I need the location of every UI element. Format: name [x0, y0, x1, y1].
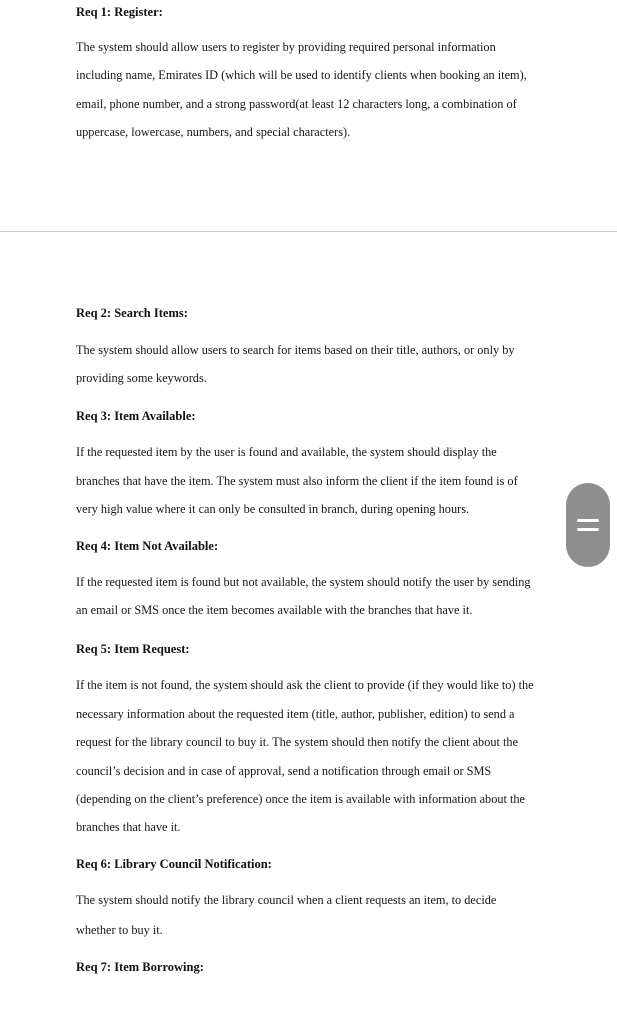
scroll-drag-handle[interactable] [566, 483, 610, 567]
req-4-line-1: If the requested item is found but not available, the system should notify the user by sending [76, 575, 531, 589]
req-4-heading: Req 4: Item Not Available: [76, 539, 219, 553]
req-3-heading: Req 3: Item Available: [76, 409, 196, 423]
req-2-line-2: providing some keywords. [76, 371, 207, 385]
req-5-heading: Req 5: Item Request: [76, 642, 190, 656]
req-4-line-2: an email or SMS once the item becomes available with the branches that have it. [76, 603, 473, 617]
drag-handle-icon [577, 519, 599, 522]
req-2-heading: Req 2: Search Items: [76, 306, 188, 320]
req-1-line-4: uppercase, lowercase, numbers, and special characters). [76, 125, 351, 139]
req-5-line-3: request for the library council to buy it. The system should then notify the client about the [76, 735, 519, 749]
page-divider [0, 231, 617, 232]
req-7-heading: Req 7: Item Borrowing: [76, 960, 204, 974]
req-6-line-1: The system should notify the library council when a client requests an item, to decide [76, 893, 497, 907]
req-1-line-2: including name, Emirates ID (which will be used to identify clients when booking an item), [76, 68, 527, 82]
req-1-heading: Req 1: Register: [76, 5, 163, 19]
req-3-line-1: If the requested item by the user is found and available, the system should display the [76, 445, 497, 459]
req-2-line-1: The system should allow users to search for items based on their title, authors, or only by [76, 343, 515, 357]
req-5-line-1: If the item is not found, the system should ask the client to provide (if they would like to) the [76, 678, 534, 692]
req-5-line-5: (depending on the client’s preference) once the item is available with information about the [76, 792, 526, 806]
req-3-line-2: branches that have the item. The system must also inform the client if the item found is of [76, 474, 518, 488]
req-6-line-2: whether to buy it. [76, 923, 163, 937]
req-5-line-6: branches that have it. [76, 820, 181, 834]
document-page-1 [0, 0, 617, 232]
req-5-line-4: council’s decision and in case of approval, send a notification through email or SMS [76, 764, 492, 778]
req-3-line-3: very high value where it can only be consulted in branch, during opening hours. [76, 502, 470, 516]
req-1-line-3: email, phone number, and a strong password(at least 12 characters long, a combination of [76, 97, 517, 111]
req-6-heading: Req 6: Library Council Notification: [76, 857, 272, 871]
req-5-line-2: necessary information about the requested item (title, author, publisher, edition) to send a [76, 707, 515, 721]
drag-handle-icon-bar [577, 528, 599, 531]
req-1-line-1: The system should allow users to register by providing required personal information [76, 40, 496, 54]
